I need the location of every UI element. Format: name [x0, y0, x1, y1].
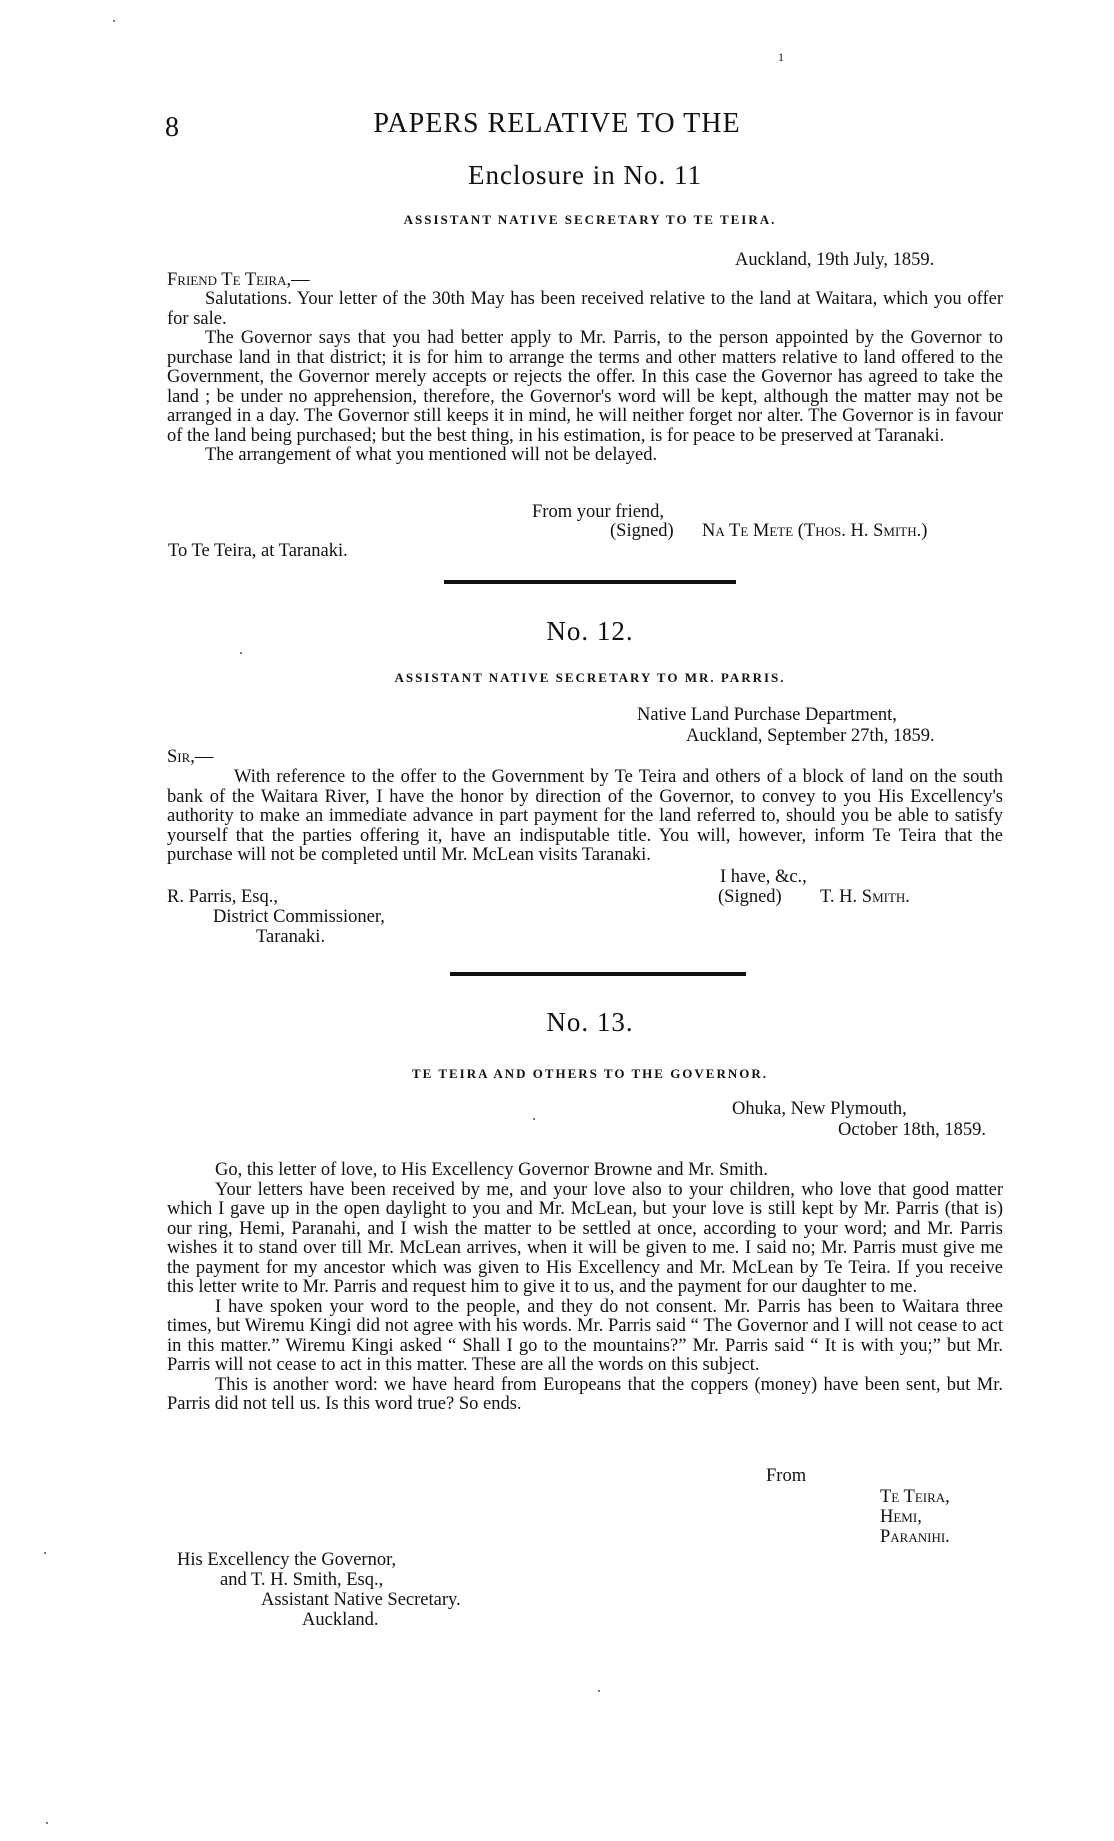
enclosure-11-addressee: To Te Teira, at Taranaki.	[168, 541, 348, 561]
section-rule	[450, 972, 746, 976]
corner-mark: 1	[778, 50, 784, 64]
paper-speck	[46, 1822, 48, 1824]
no-13-signatory: Hemi,	[880, 1507, 922, 1527]
no-13-date: October 18th, 1859.	[838, 1120, 986, 1140]
running-head: PAPERS RELATIVE TO THE	[373, 108, 741, 139]
enclosure-11-signature: Na Te Mete (Thos. H. Smith.)	[702, 521, 928, 541]
no-12-addressee-line-1: R. Parris, Esq.,	[167, 887, 278, 907]
no-12-department: Native Land Purchase Department,	[637, 705, 897, 725]
enclosure-11-signed-label: (Signed)	[610, 521, 674, 541]
no-12-signature: T. H. Smith.	[820, 887, 910, 907]
enclosure-11-place-date: Auckland, 19th July, 1859.	[735, 250, 935, 270]
paragraph: The Governor says that you had better apply to Mr. Parris, to the person appointed by the Governor to purchase land in that district; it is for him to arrange the terms and other matters relative to land offered to the Government, the Governor merely accepts or rejects the offer. In this case the Governor has agreed to take the land ; be under no apprehension, therefore, the Governor's word will be kept, although the matter may not be arranged in a day. The Governor still keeps it in mind, he will neither forget nor alter. The Governor is in favour of the land being purchased; but the best thing, in his estimation, is for peace to be preserved at Taranaki.	[167, 328, 1003, 446]
enclosure-11-body	[167, 290, 1003, 466]
no-13-addressee-line-1: His Excellency the Governor,	[177, 1550, 397, 1570]
paper-speck	[113, 20, 115, 22]
paper-speck	[598, 1690, 600, 1692]
paper-speck	[44, 1552, 46, 1554]
paragraph: With reference to the offer to the Government by Te Teira and others of a block of land on the south bank of the Waitara River, I have the honor by direction of the Governor, to convey to you His Excellency's authority to make an immediate advance in part payment for the land referred to, should you be able to satisfy yourself that the parties offering it, have an indisputable title. You will, however, inform Te Teira that the purchase will not be completed until Mr. McLean visits Taranaki.	[167, 767, 1003, 865]
no-12-place-date: Auckland, September 27th, 1859.	[686, 726, 935, 746]
paragraph: This is another word: we have heard from Europeans that the coppers (money) have been sent, but Mr. Parris did not tell us. Is this word true? So ends.	[167, 1374, 1003, 1414]
no-13-heading: No. 13.	[546, 1007, 634, 1037]
section-rule	[444, 580, 736, 584]
no-12-subheading: ASSISTANT NATIVE SECRETARY TO MR. PARRIS.	[394, 670, 786, 685]
no-12-salutation: Sir,—	[167, 747, 214, 767]
no-13-addressee-line-4: Auckland.	[302, 1610, 379, 1630]
no-13-signatory: Paranihi.	[880, 1527, 950, 1547]
paper-speck	[533, 1118, 535, 1120]
no-12-closing: I have, &c.,	[720, 867, 807, 887]
no-12-body	[167, 768, 1003, 866]
paragraph: I have spoken your word to the people, and they do not consent. Mr. Parris has been to Waitara three times, but Wiremu Kingi did not agree with his words. Mr. Parris said “ The Governor and I will not cease to act in this matter.” Wiremu Kingi asked “ Shall I go to the mountains?” Mr. Parris said “ It is with you;” but Mr. Parris will not cease to act in this matter. These are all the words on this subject.	[167, 1296, 1003, 1375]
enclosure-11-salutation: Friend Te Teira,—	[167, 270, 310, 290]
paragraph: Go, this letter of love, to His Excellency Governor Browne and Mr. Smith.	[215, 1160, 768, 1180]
no-13-subheading: TE TEIRA AND OTHERS TO THE GOVERNOR.	[411, 1066, 769, 1081]
no-13-body	[167, 1161, 1003, 1415]
no-12-addressee-line-2: District Commissioner,	[213, 907, 385, 927]
page-number: 8	[165, 112, 179, 143]
paragraph: Your letters have been received by me, and your love also to your children, who love that good matter which I gave up in the open daylight to you and Mr. McLean, but your love is still kept by Mr. Parris (that is) our ring, Hemi, Paranahi, and I wish the matter to be settled at once, according to your word; and Mr. Parris wishes it to stand over till Mr. McLean arrives, when it will be given to me. I said no; Mr. Parris must give me the payment for my ancestor which was given to His Excellency and Mr. McLean by Te Teira. If you receive this letter write to Mr. Parris and request him to give it to us, and the payment for our daughter to me.	[167, 1179, 1003, 1297]
no-13-addressee-line-3: Assistant Native Secretary.	[261, 1590, 461, 1610]
no-13-from-label: From	[766, 1466, 807, 1486]
no-12-addressee-line-3: Taranaki.	[256, 927, 326, 947]
no-13-signatory: Te Teira,	[880, 1487, 950, 1507]
no-12-heading: No. 12.	[546, 616, 634, 646]
paragraph: The arrangement of what you mentioned will not be delayed.	[205, 445, 658, 465]
paper-speck	[240, 652, 242, 654]
no-12-signed-label: (Signed)	[718, 887, 782, 907]
enclosure-11-subheading: ASSISTANT NATIVE SECRETARY TO TE TEIRA.	[403, 212, 777, 227]
no-13-addressee-line-2: and T. H. Smith, Esq.,	[220, 1570, 384, 1590]
enclosure-11-heading: Enclosure in No. 11	[468, 160, 702, 190]
paragraph: Salutations. Your letter of the 30th May has been received relative to the land at Waitara, which you offer for sale.	[167, 289, 1003, 329]
enclosure-11-closing: From your friend,	[532, 502, 665, 522]
no-13-place: Ohuka, New Plymouth,	[732, 1099, 907, 1119]
